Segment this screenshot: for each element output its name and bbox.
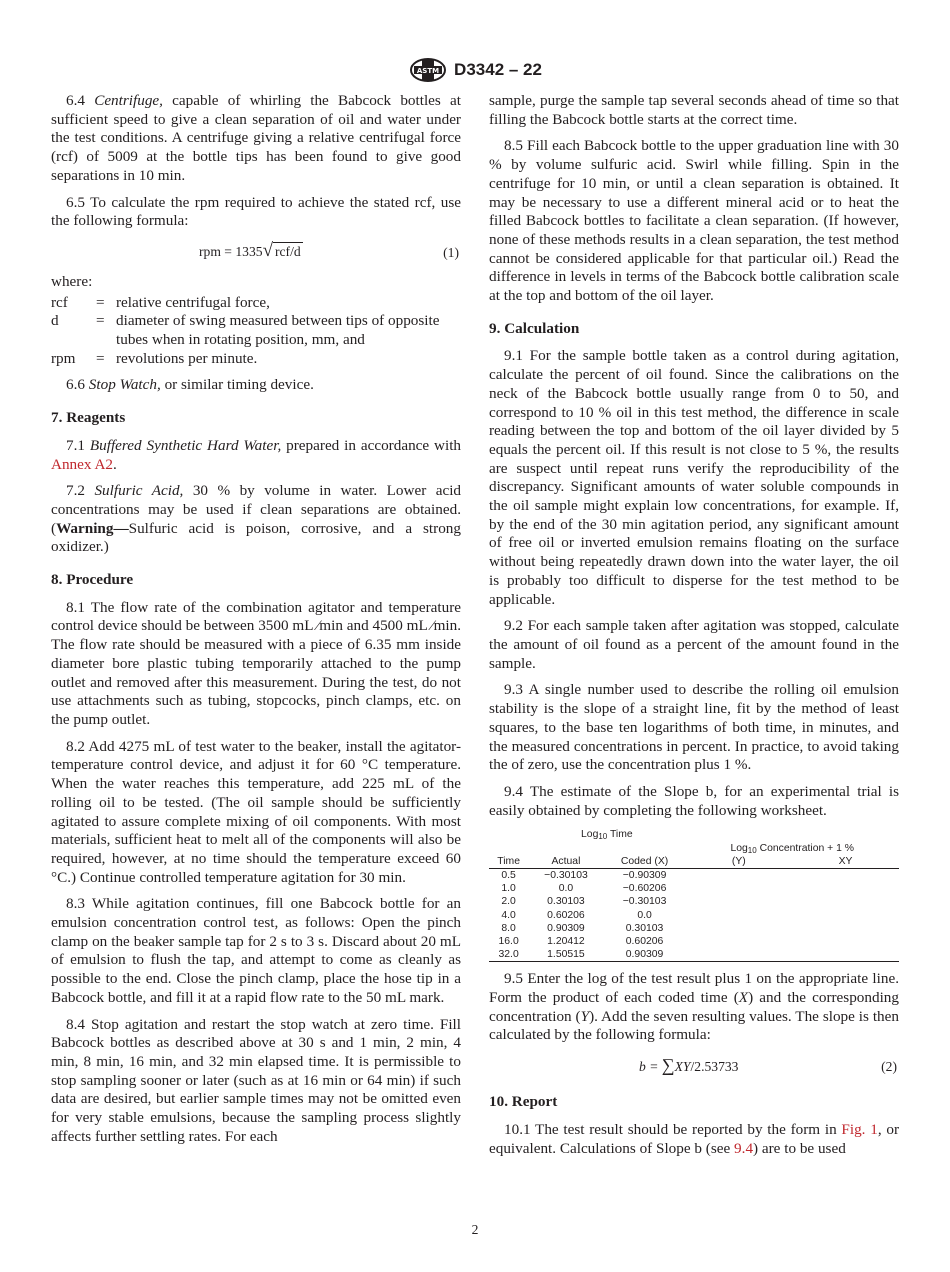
heading-procedure: 8. Procedure	[51, 571, 134, 589]
column-header: Actual	[528, 855, 603, 869]
table-row: 2.0 0.30103 −0.30103	[501, 896, 667, 908]
slope-worksheet-table	[489, 828, 899, 962]
section-8-4: 8.4 Stop agitation and restart the stop watch at zero time. Fill Babcock bottles as described above at 30 s and 1 min, 2 min, 4 min, 8 min, 16 min, and 32 min elapsed time. It is permissible to stop sampling sooner or later (such as at 16 min or 64 min) if such data are desired, but earlier sample times may not be omitted even for very stable emulsions, because the sampling process slightly affects further settling rates. For each	[51, 1015, 461, 1145]
formula-2	[489, 1053, 899, 1079]
heading-reagents: 7. Reagents	[51, 409, 126, 427]
sqrt-icon: √	[262, 239, 273, 261]
section-6-4: 6.4 Centrifuge, capable of whirling the Babcock bottles at sufficient speed to give a clean separation of oil and water under the test conditions. A centrifuge giving a relative centrifugal force (rcf) of 5009 at the bottle tips has been found to give good separations in 10 min.	[51, 92, 461, 184]
svg-text:ASTM: ASTM	[416, 67, 440, 75]
def-equals: =	[96, 312, 105, 330]
section-10-1: 10.1 The test result should be reported by the form in Fig. 1, or equivalent. Calculations of Slope b (see 9.4) are to be used	[489, 1120, 900, 1157]
document-designation: D3342 – 22	[454, 60, 542, 79]
section-9-1: 9.1 For the sample bottle taken as a control during agitation, calculate the percent of oil found. Since the calibrations on the neck of the Babcock bottle usually range from 0 to 50, and correspond to 10 % oil in this test method, the difference in scale reading between the top and bottom of the oil layer divided by 5 equals the percent oil. If this result is not close to 5 %, the results are suspect until repeat runs verify the reproducibility of the discrepancy. Significant amounts of water soluble compounds in the oil sample might explain low concentrations, for example. If, by the end of the 30 min agitation period, any significant amount of free oil or inverted emulsion remains floating on the surface without being repeatedly drawn down into the water layer, the oil is probably too difficult to disperse for the test method to be applicable.	[489, 347, 899, 608]
heading-calculation: 9. Calculation	[489, 319, 580, 337]
summation-icon: ∑	[661, 1055, 675, 1076]
section-8-4-continued: sample, purge the sample tap several seconds ahead of time so that filling the Babcock bottle starts at the correct time.	[489, 92, 899, 128]
log-time-header: Log10 Time	[581, 829, 633, 842]
table-row: 0.5 −0.30103 −0.90309	[501, 869, 667, 881]
astm-logo-icon	[408, 57, 448, 83]
formula-1-lhs: rpm = 1335	[199, 243, 263, 259]
section-9-2: 9.2 For each sample taken after agitation was stopped, calculate the amount of oil found as a percent of the amount found in the sample.	[489, 617, 899, 672]
def-symbol: d	[51, 312, 59, 330]
section-8-5: 8.5 Fill each Babcock bottle to the upper graduation line with 30 % by volume sulfuric acid. Swirl while filling. Spin in the centrifuge for 10 min, or until a clean separation is obtained. It may be necessary to use a different mineral acid or to heat the filled Babcock bottles to facilitate a clean separation. (If however, none of these methods results in a clean separation, the test method cannot be considered applicable for that particular oil.) Read the difference in levels in terms of the Babcock bottle calibration scale at the top and bottom of the oil layer.	[489, 137, 899, 305]
formula-1-radicand: rcf/d	[273, 242, 303, 262]
formula-2-rhs: /2.53733	[690, 1059, 739, 1075]
definitions-list	[51, 294, 461, 369]
left-column	[51, 92, 461, 1154]
fig-1-link[interactable]: Fig. 1	[841, 1120, 878, 1138]
section-8-2: 8.2 Add 4275 mL of test water to the beaker, install the agitator-temperature control device, and adjust it for 60 °C temperature. When the water reaches this temperature, add 225 mL of the rolling oil to be tested. (The oil sample should be sufficiently agitated to assure complete mixing of oil components. With most materials, sufficient heat to melt all of the components will also be required, however, at no time should the temperature exceed 60 °C.) Continue controlled temperature agitation for 30 min.	[51, 737, 461, 886]
section-6-5: 6.5 To calculate the rpm required to achieve the stated rcf, use the following formula:	[51, 193, 461, 230]
table-row: 8.0 0.90309 0.30103	[501, 922, 664, 934]
table-row: 4.0 0.60206 0.0	[501, 909, 652, 921]
def-description: revolutions per minute.	[116, 349, 258, 367]
column-header: Coded (X)	[604, 855, 686, 869]
log-concentration-header: Log10 Concentration + 1 %	[730, 842, 855, 855]
column-header: (Y)	[685, 855, 792, 869]
page-number: 2	[471, 1222, 479, 1237]
formula-1	[51, 239, 461, 265]
section-9-4-link[interactable]: 9.4	[734, 1139, 754, 1157]
def-equals: =	[96, 349, 105, 367]
section-9-5: 9.5 Enter the log of the test result plus 1 on the appropriate line. Form the product of each coded time (X) and the corresponding concentration (Y). Add the seven resulting values. The slope is then calculated by the following formula:	[489, 970, 899, 1044]
table-row: 32.0 1.50515 0.90309	[489, 948, 899, 962]
table-row: 1.0 0.0 −0.60206	[501, 883, 667, 895]
def-symbol: rpm	[51, 349, 76, 367]
section-8-1: 8.1 The flow rate of the combination agitator and temperature control device should be between 3500 mL ⁄min and 4500 mL ⁄min. The flow rate should be measured with a piece of 6.35 mm inside diameter bore plastic tubing temporarily attached to the pump outlet and removed after this measurement. During the test, do not use attachments such as tubing, stopcocks, pinch clamps, etc. on the pump outlet.	[51, 598, 461, 728]
table-row: 16.0 1.20412 0.60206	[498, 935, 664, 947]
section-9-3: 9.3 A single number used to describe the rolling oil emulsion stability is the slope of a straight line, fit by the method of least squares, to the base ten logarithms of both time, in minutes, and the measured concentrations in percent. In practice, to avoid taking the of zero, use the concentration plus 1 %.	[489, 681, 899, 774]
section-9-4: 9.4 The estimate of the Slope b, for an experimental trial is easily obtained by completing the following worksheet.	[489, 782, 899, 819]
section-7-2: 7.2 Sulfuric Acid, 30 % by volume in water. Lower acid concentrations may be used if clean separations are obtained. (Warning—Sulfuric acid is poison, corrosive, and a strong oxidizer.)	[51, 482, 462, 556]
formula-1-number: (1)	[443, 244, 459, 260]
def-description: relative centrifugal force,	[116, 293, 270, 311]
where-label: where:	[51, 272, 93, 290]
section-6-6: 6.6 Stop Watch, or similar timing device.	[66, 376, 314, 394]
def-description: diameter of swing measured between tips of opposite tubes when in rotating position, mm, and	[116, 312, 440, 349]
formula-2-xy: XY	[674, 1059, 691, 1075]
def-symbol: rcf	[51, 293, 68, 311]
annex-a2-link[interactable]: Annex A2	[51, 455, 114, 473]
section-7-1: 7.1 Buffered Synthetic Hard Water, prepared in accordance with Annex A2.	[51, 436, 462, 473]
page-header	[0, 56, 950, 84]
column-header: Time	[489, 855, 528, 869]
section-8-3: 8.3 While agitation continues, fill one Babcock bottle for an emulsion concentration control test, as follows: Open the pinch clamp on the beaker sample tap for 2 s to 3 s. Discard about 20 mL of emulsion to flush the tap, and attempt to come as cleanly as possible to the end. Close the pinch clamp, place the hose tip in a Babcock bottle, and fill it at a rapid flow rate to the 50 mL mark.	[51, 895, 461, 1006]
column-header: XY	[792, 855, 899, 869]
def-equals: =	[96, 293, 105, 311]
formula-2-lhs: b =	[639, 1059, 662, 1075]
heading-report: 10. Report	[489, 1093, 558, 1111]
right-column	[489, 92, 899, 1166]
formula-2-number: (2)	[881, 1059, 897, 1075]
